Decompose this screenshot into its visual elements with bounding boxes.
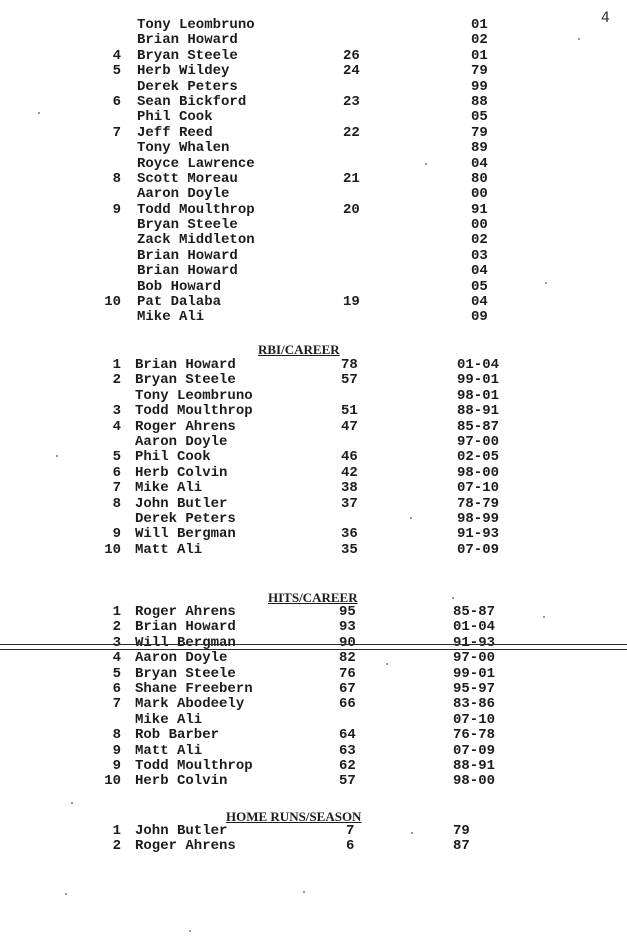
stat-value: 82 xyxy=(339,650,356,667)
stat-value: 23 xyxy=(343,93,360,110)
year-cell: 01-04 xyxy=(453,619,496,636)
year-cell: 91-93 xyxy=(453,634,496,651)
rank-cell: 9 xyxy=(112,201,121,218)
rank-cell: 7 xyxy=(112,480,121,497)
rank-cell: 2 xyxy=(112,838,121,855)
table-row xyxy=(0,172,627,187)
table-row xyxy=(0,620,627,635)
year-cell: 95-97 xyxy=(453,680,496,697)
year-cell: 01 xyxy=(471,47,488,64)
rank-cell: 6 xyxy=(112,93,121,110)
stat-value: 90 xyxy=(339,634,356,651)
year-cell: 04 xyxy=(471,294,488,311)
scan-speck xyxy=(56,455,58,457)
table-row xyxy=(0,481,627,496)
year-cell: 87 xyxy=(453,838,470,855)
year-cell: 80 xyxy=(471,170,488,187)
rank-cell: 3 xyxy=(112,403,121,420)
stat-value: 24 xyxy=(343,63,360,80)
player-name: Bryan Steele xyxy=(137,217,238,234)
table-row xyxy=(0,218,627,233)
player-name: Sean Bickford xyxy=(137,93,247,110)
player-name: Shane Freebern xyxy=(135,680,253,697)
stat-value: 57 xyxy=(339,773,356,790)
stat-value: 26 xyxy=(343,47,360,64)
page-number: 4 xyxy=(601,10,610,26)
player-name: Pat Dalaba xyxy=(137,294,222,311)
player-name: Brian Howard xyxy=(135,619,236,636)
year-cell: 99 xyxy=(471,78,488,95)
player-name: John Butler xyxy=(135,495,228,512)
table-row xyxy=(0,110,627,125)
player-name: Matt Ali xyxy=(135,742,203,759)
rank-cell: 8 xyxy=(112,727,121,744)
rank-cell: 5 xyxy=(112,63,121,80)
year-cell: 98-00 xyxy=(457,464,500,481)
player-name: Tony Leombruno xyxy=(135,387,253,404)
player-name: Roger Ahrens xyxy=(135,838,236,855)
player-name: Will Bergman xyxy=(135,526,236,543)
table-row xyxy=(0,824,627,839)
stat-value: 38 xyxy=(341,480,358,497)
player-name: Aaron Doyle xyxy=(135,650,228,667)
player-name: Bryan Steele xyxy=(135,665,236,682)
player-name: Derek Peters xyxy=(137,78,238,95)
player-name: Todd Moulthrop xyxy=(135,757,253,774)
stat-value: 20 xyxy=(343,201,360,218)
player-name: Mark Abodeely xyxy=(135,696,245,713)
player-name: Roger Ahrens xyxy=(135,418,236,435)
year-cell: 01 xyxy=(471,17,488,33)
stat-value: 67 xyxy=(339,680,356,697)
player-name: Tony Whalen xyxy=(137,140,230,157)
table-row xyxy=(0,264,627,279)
player-name: Phil Cook xyxy=(135,449,211,466)
year-cell: 07-09 xyxy=(457,541,500,558)
table-row xyxy=(0,64,627,79)
year-cell: 02 xyxy=(471,232,488,249)
table-row xyxy=(0,49,627,64)
stat-value: 93 xyxy=(339,619,356,636)
home-runs-season-heading: HOME RUNS/SEASON xyxy=(226,809,362,824)
year-cell: 97-00 xyxy=(457,433,500,450)
stat-value: 37 xyxy=(341,495,358,512)
table-row xyxy=(0,80,627,95)
rank-cell: 8 xyxy=(112,170,121,187)
scan-speck xyxy=(71,802,73,804)
player-name: Aaron Doyle xyxy=(137,186,230,203)
scan-speck xyxy=(386,663,388,665)
player-name: Rob Barber xyxy=(135,727,220,744)
year-cell: 05 xyxy=(471,278,488,295)
table-row xyxy=(0,95,627,110)
player-name: Will Bergman xyxy=(135,634,236,651)
stat-value: 51 xyxy=(341,403,358,420)
table-row xyxy=(0,280,627,295)
stat-value: 6 xyxy=(346,838,355,855)
player-name: John Butler xyxy=(135,823,228,839)
year-cell: 79 xyxy=(453,823,470,839)
hits-career-section xyxy=(0,605,627,790)
year-cell: 02 xyxy=(471,32,488,49)
table-row xyxy=(0,466,627,481)
stat-value: 63 xyxy=(339,742,356,759)
table-row xyxy=(0,682,627,697)
rank-cell: 2 xyxy=(112,619,121,636)
year-cell: 79 xyxy=(471,124,488,141)
table-row xyxy=(0,126,627,141)
table-row xyxy=(0,651,627,666)
stat-value: 47 xyxy=(341,418,358,435)
year-cell: 88-91 xyxy=(453,757,496,774)
stat-value: 95 xyxy=(339,604,356,620)
rank-cell: 8 xyxy=(112,495,121,512)
year-cell: 98-99 xyxy=(457,510,500,527)
player-name: Herb Wildey xyxy=(137,63,230,80)
scan-speck xyxy=(452,597,454,599)
stat-value: 36 xyxy=(341,526,358,543)
scan-speck xyxy=(303,891,305,893)
scan-speck xyxy=(578,38,580,40)
player-name: Bob Howard xyxy=(137,278,222,295)
rank-cell: 5 xyxy=(112,665,121,682)
rank-cell: 5 xyxy=(112,449,121,466)
rank-cell: 4 xyxy=(112,47,121,64)
year-cell: 07-10 xyxy=(453,711,496,728)
player-name: Mike Ali xyxy=(135,480,203,497)
year-cell: 85-87 xyxy=(457,418,500,435)
table-row xyxy=(0,141,627,156)
table-row xyxy=(0,728,627,743)
stat-value: 46 xyxy=(341,449,358,466)
year-cell: 97-00 xyxy=(453,650,496,667)
stat-value: 42 xyxy=(341,464,358,481)
table-row xyxy=(0,527,627,542)
year-cell: 88-91 xyxy=(457,403,500,420)
stat-value: 66 xyxy=(339,696,356,713)
rank-cell: 1 xyxy=(112,604,121,620)
stat-value: 19 xyxy=(343,294,360,311)
player-name: Aaron Doyle xyxy=(135,433,228,450)
player-name: Todd Moulthrop xyxy=(135,403,253,420)
stat-value: 57 xyxy=(341,372,358,389)
year-cell: 91 xyxy=(471,201,488,218)
rank-cell: 9 xyxy=(112,742,121,759)
scan-speck xyxy=(38,112,40,114)
player-name: Brian Howard xyxy=(137,247,238,264)
table-row xyxy=(0,249,627,264)
player-name: Derek Peters xyxy=(135,510,236,527)
stat-value: 76 xyxy=(339,665,356,682)
rank-cell: 1 xyxy=(112,357,121,373)
player-name: Phil Cook xyxy=(137,109,213,126)
stat-value: 22 xyxy=(343,124,360,141)
year-cell: 76-78 xyxy=(453,727,496,744)
year-cell: 83-86 xyxy=(453,696,496,713)
player-name: Tony Leombruno xyxy=(137,17,255,33)
rank-cell: 4 xyxy=(112,650,121,667)
table-row xyxy=(0,605,627,620)
stat-value: 35 xyxy=(341,541,358,558)
scan-speck xyxy=(545,282,547,284)
stat-value: 62 xyxy=(339,757,356,774)
player-name: Bryan Steele xyxy=(137,47,238,64)
stat-value: 21 xyxy=(343,170,360,187)
year-cell: 78-79 xyxy=(457,495,500,512)
year-cell: 99-01 xyxy=(453,665,496,682)
year-cell: 98-01 xyxy=(457,387,500,404)
year-cell: 00 xyxy=(471,186,488,203)
table-row xyxy=(0,667,627,682)
player-name: Royce Lawrence xyxy=(137,155,255,172)
top-list-section xyxy=(0,18,627,326)
player-name: Jeff Reed xyxy=(137,124,213,141)
year-cell: 89 xyxy=(471,140,488,157)
scan-speck xyxy=(189,930,191,932)
table-row xyxy=(0,404,627,419)
table-row xyxy=(0,33,627,48)
rank-cell: 3 xyxy=(112,634,121,651)
scan-speck xyxy=(411,832,413,834)
table-row xyxy=(0,697,627,712)
table-row xyxy=(0,389,627,404)
player-name: Brian Howard xyxy=(135,357,236,373)
rank-cell: 9 xyxy=(112,526,121,543)
player-name: Mike Ali xyxy=(135,711,203,728)
table-row xyxy=(0,187,627,202)
player-name: Scott Moreau xyxy=(137,170,238,187)
table-row xyxy=(0,713,627,728)
rank-cell: 6 xyxy=(112,464,121,481)
table-row xyxy=(0,420,627,435)
rank-cell: 7 xyxy=(112,696,121,713)
player-name: Todd Moulthrop xyxy=(137,201,255,218)
year-cell: 01-04 xyxy=(457,357,500,373)
table-row xyxy=(0,435,627,450)
year-cell: 09 xyxy=(471,309,488,326)
year-cell: 07-10 xyxy=(457,480,500,497)
player-name: Zack Middleton xyxy=(137,232,255,249)
year-cell: 04 xyxy=(471,155,488,172)
year-cell: 79 xyxy=(471,63,488,80)
stat-value: 78 xyxy=(341,357,358,373)
table-row xyxy=(0,759,627,774)
scan-speck xyxy=(543,616,545,618)
table-row xyxy=(0,310,627,325)
rank-cell: 9 xyxy=(112,757,121,774)
table-row xyxy=(0,373,627,388)
year-cell: 03 xyxy=(471,247,488,264)
rank-cell: 7 xyxy=(112,124,121,141)
player-name: Matt Ali xyxy=(135,541,203,558)
player-name: Brian Howard xyxy=(137,32,238,49)
table-row xyxy=(0,18,627,33)
table-row xyxy=(0,497,627,512)
table-row xyxy=(0,233,627,248)
table-row xyxy=(0,157,627,172)
table-row xyxy=(0,358,627,373)
stat-value: 64 xyxy=(339,727,356,744)
rank-cell: 4 xyxy=(112,418,121,435)
year-cell: 91-93 xyxy=(457,526,500,543)
home-runs-season-section xyxy=(0,824,627,855)
scan-speck xyxy=(425,163,427,165)
scan-speck xyxy=(410,517,412,519)
year-cell: 85-87 xyxy=(453,604,496,620)
table-row xyxy=(0,512,627,527)
year-cell: 02-05 xyxy=(457,449,500,466)
player-name: Mike Ali xyxy=(137,309,205,326)
rank-cell: 2 xyxy=(112,372,121,389)
player-name: Herb Colvin xyxy=(135,773,228,790)
year-cell: 05 xyxy=(471,109,488,126)
player-name: Herb Colvin xyxy=(135,464,228,481)
table-row xyxy=(0,295,627,310)
player-name: Brian Howard xyxy=(137,263,238,280)
year-cell: 98-00 xyxy=(453,773,496,790)
year-cell: 88 xyxy=(471,93,488,110)
strikethrough-line xyxy=(0,644,627,645)
rank-cell: 6 xyxy=(112,680,121,697)
year-cell: 07-09 xyxy=(453,742,496,759)
stat-value: 7 xyxy=(346,823,355,839)
scan-speck xyxy=(65,893,67,895)
rbi-career-section xyxy=(0,358,627,558)
rbi-career-heading: RBI/CAREER xyxy=(258,342,340,357)
table-row xyxy=(0,543,627,558)
rank-cell: 1 xyxy=(112,823,121,839)
table-row xyxy=(0,450,627,465)
table-row xyxy=(0,774,627,789)
year-cell: 00 xyxy=(471,217,488,234)
player-name: Bryan Steele xyxy=(135,372,236,389)
table-row xyxy=(0,203,627,218)
table-row xyxy=(0,839,627,854)
rank-cell: 10 xyxy=(104,773,121,790)
player-name: Roger Ahrens xyxy=(135,604,236,620)
rank-cell: 10 xyxy=(104,294,121,311)
hits-career-heading: HITS/CAREER xyxy=(268,590,358,605)
year-cell: 99-01 xyxy=(457,372,500,389)
rank-cell: 10 xyxy=(104,541,121,558)
table-row xyxy=(0,744,627,759)
year-cell: 04 xyxy=(471,263,488,280)
strikethrough-line xyxy=(0,649,627,650)
